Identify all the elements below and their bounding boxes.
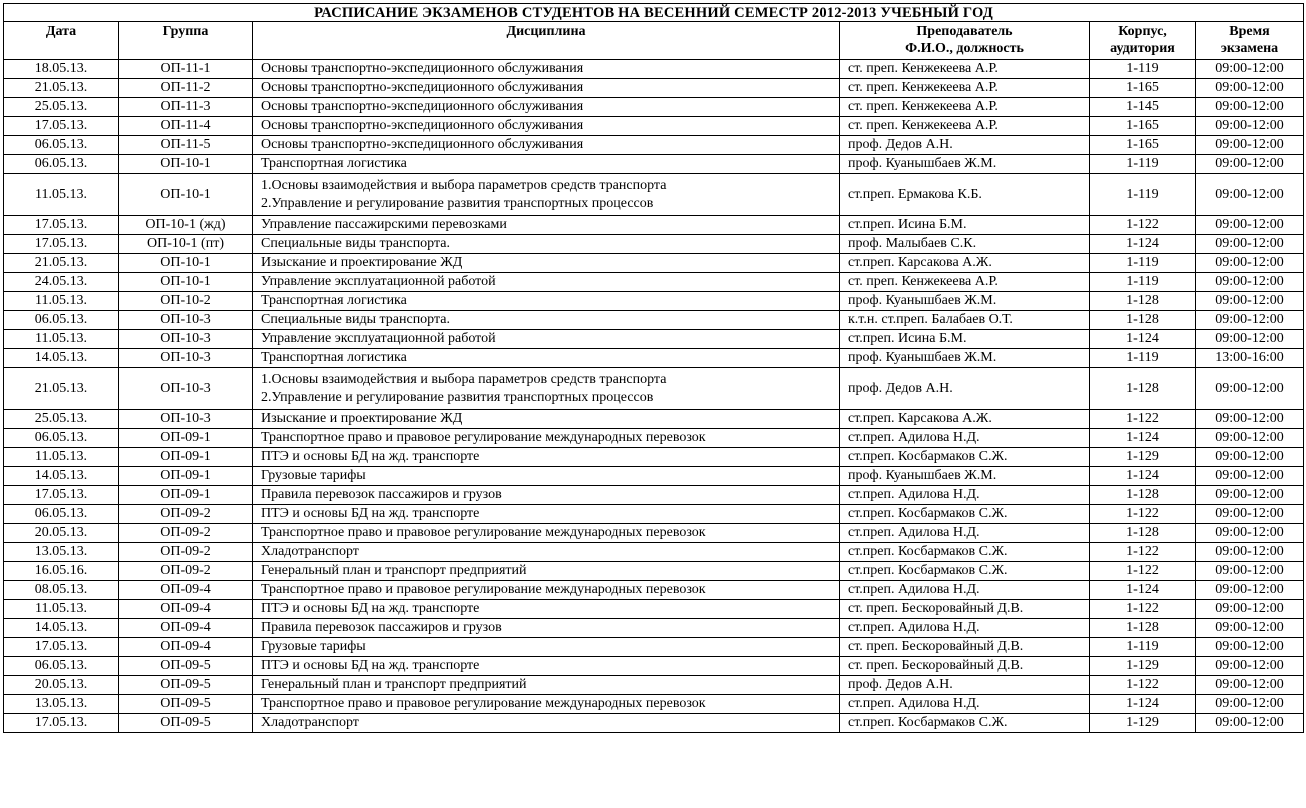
cell-teacher: ст.преп. Исина Б.М. [840, 216, 1090, 235]
cell-room: 1-119 [1090, 638, 1196, 657]
cell-discipline [253, 600, 840, 619]
cell-room: 1-128 [1090, 368, 1196, 410]
cell-time: 09:00-12:00 [1196, 695, 1304, 714]
discipline-line: 1.Основы взаимодействия и выбора параметров средств транспорта [261, 371, 667, 387]
cell-room: 1-128 [1090, 524, 1196, 543]
cell-date: 14.05.13. [4, 349, 119, 368]
header-teacher [840, 22, 1090, 60]
table-row [4, 311, 1304, 330]
cell-group: ОП-09-5 [119, 676, 253, 695]
cell-group: ОП-11-5 [119, 136, 253, 155]
discipline-line: Транспортное право и правовое регулирование международных перевозок [261, 582, 706, 597]
table-row [4, 695, 1304, 714]
cell-date: 18.05.13. [4, 60, 119, 79]
cell-time: 09:00-12:00 [1196, 216, 1304, 235]
cell-room: 1-128 [1090, 311, 1196, 330]
cell-date: 17.05.13. [4, 714, 119, 733]
cell-room: 1-129 [1090, 448, 1196, 467]
cell-group: ОП-10-1 [119, 273, 253, 292]
cell-room: 1-145 [1090, 98, 1196, 117]
cell-group: ОП-09-5 [119, 657, 253, 676]
table-row [4, 619, 1304, 638]
page-title: РАСПИСАНИЕ ЭКЗАМЕНОВ СТУДЕНТОВ НА ВЕСЕННИЙ СЕМЕСТР 2012-2013 УЧЕБНЫЙ ГОД [4, 4, 1304, 22]
table-row [4, 657, 1304, 676]
cell-discipline [253, 136, 840, 155]
cell-discipline [253, 155, 840, 174]
table-row [4, 486, 1304, 505]
cell-discipline [253, 368, 840, 410]
cell-discipline [253, 562, 840, 581]
cell-group: ОП-11-3 [119, 98, 253, 117]
discipline-line: Генеральный план и транспорт предприятий [261, 563, 527, 578]
cell-discipline [253, 174, 840, 216]
cell-group: ОП-09-4 [119, 581, 253, 600]
cell-room: 1-122 [1090, 216, 1196, 235]
table-row [4, 676, 1304, 695]
cell-group: ОП-10-3 [119, 330, 253, 349]
discipline-line: Правила перевозок пассажиров и грузов [261, 487, 502, 502]
cell-room: 1-129 [1090, 714, 1196, 733]
table-row [4, 714, 1304, 733]
cell-discipline [253, 330, 840, 349]
cell-time: 09:00-12:00 [1196, 235, 1304, 254]
discipline-line: Транспортная логистика [261, 350, 407, 365]
discipline-line: Изыскание и проектирование ЖД [261, 255, 463, 270]
cell-discipline [253, 695, 840, 714]
cell-group: ОП-09-4 [119, 619, 253, 638]
cell-teacher: ст. преп. Бескоровайный Д.В. [840, 638, 1090, 657]
cell-room: 1-119 [1090, 349, 1196, 368]
table-row [4, 467, 1304, 486]
header-row [4, 22, 1304, 60]
cell-teacher: проф. Куанышбаев Ж.М. [840, 467, 1090, 486]
cell-group: ОП-10-3 [119, 311, 253, 330]
discipline-line: Грузовые тарифы [261, 468, 366, 483]
cell-discipline [253, 311, 840, 330]
table-row [4, 155, 1304, 174]
cell-teacher: ст.преп. Карсакова А.Ж. [840, 254, 1090, 273]
discipline-line: Основы транспортно-экспедиционного обслуживания [261, 80, 584, 95]
table-row [4, 448, 1304, 467]
cell-discipline [253, 254, 840, 273]
cell-teacher: ст.преп. Адилова Н.Д. [840, 486, 1090, 505]
cell-teacher: ст.преп. Ермакова К.Б. [840, 174, 1090, 216]
cell-date: 13.05.13. [4, 543, 119, 562]
cell-room: 1-122 [1090, 410, 1196, 429]
discipline-line: Хладотранспорт [261, 715, 359, 730]
cell-time: 09:00-12:00 [1196, 448, 1304, 467]
cell-time: 09:00-12:00 [1196, 638, 1304, 657]
cell-discipline [253, 235, 840, 254]
cell-time: 09:00-12:00 [1196, 676, 1304, 695]
table-row [4, 273, 1304, 292]
cell-discipline [253, 60, 840, 79]
cell-room: 1-165 [1090, 79, 1196, 98]
cell-room: 1-122 [1090, 600, 1196, 619]
cell-room: 1-119 [1090, 273, 1196, 292]
table-row [4, 174, 1304, 216]
schedule-sheet [3, 3, 1303, 733]
cell-date: 14.05.13. [4, 467, 119, 486]
cell-date: 11.05.13. [4, 600, 119, 619]
cell-group: ОП-10-3 [119, 410, 253, 429]
table-row [4, 410, 1304, 429]
cell-time: 09:00-12:00 [1196, 543, 1304, 562]
cell-teacher: ст.преп. Адилова Н.Д. [840, 695, 1090, 714]
table-row [4, 136, 1304, 155]
cell-time: 09:00-12:00 [1196, 311, 1304, 330]
cell-group: ОП-10-3 [119, 349, 253, 368]
cell-date: 20.05.13. [4, 676, 119, 695]
table-row [4, 581, 1304, 600]
table-row [4, 216, 1304, 235]
cell-group: ОП-09-1 [119, 467, 253, 486]
discipline-line: ПТЭ и основы БД на жд. транспорте [261, 449, 480, 464]
table-row [4, 235, 1304, 254]
cell-group: ОП-10-1 [119, 254, 253, 273]
cell-time: 09:00-12:00 [1196, 562, 1304, 581]
cell-group: ОП-09-5 [119, 695, 253, 714]
header-teacher-line2: Ф.И.О., должность [905, 41, 1024, 56]
cell-discipline [253, 505, 840, 524]
header-room [1090, 22, 1196, 60]
cell-teacher: ст.преп. Косбармаков С.Ж. [840, 448, 1090, 467]
cell-time: 09:00-12:00 [1196, 60, 1304, 79]
cell-date: 24.05.13. [4, 273, 119, 292]
cell-group: ОП-09-4 [119, 600, 253, 619]
cell-room: 1-122 [1090, 505, 1196, 524]
header-time-line2: экзамена [1220, 41, 1279, 56]
cell-group: ОП-09-1 [119, 448, 253, 467]
cell-teacher: проф. Куанышбаев Ж.М. [840, 155, 1090, 174]
cell-group: ОП-09-5 [119, 714, 253, 733]
discipline-line: Транспортная логистика [261, 293, 407, 308]
cell-group: ОП-09-4 [119, 638, 253, 657]
cell-teacher: ст. преп. Кенжекеева А.Р. [840, 79, 1090, 98]
cell-teacher: ст.преп. Косбармаков С.Ж. [840, 562, 1090, 581]
cell-date: 25.05.13. [4, 98, 119, 117]
cell-teacher: проф. Малыбаев С.К. [840, 235, 1090, 254]
discipline-line: Основы транспортно-экспедиционного обслуживания [261, 61, 584, 76]
cell-group: ОП-09-2 [119, 505, 253, 524]
discipline-line: ПТЭ и основы БД на жд. транспорте [261, 658, 480, 673]
cell-date: 08.05.13. [4, 581, 119, 600]
cell-discipline [253, 619, 840, 638]
cell-group: ОП-11-4 [119, 117, 253, 136]
cell-time: 09:00-12:00 [1196, 368, 1304, 410]
cell-date: 21.05.13. [4, 79, 119, 98]
cell-group: ОП-10-1 [119, 155, 253, 174]
cell-teacher: ст.преп. Адилова Н.Д. [840, 524, 1090, 543]
discipline-line: Генеральный план и транспорт предприятий [261, 677, 527, 692]
cell-teacher: ст.преп. Адилова Н.Д. [840, 429, 1090, 448]
table-row [4, 254, 1304, 273]
cell-date: 16.05.16. [4, 562, 119, 581]
table-row [4, 600, 1304, 619]
cell-time: 09:00-12:00 [1196, 174, 1304, 216]
cell-time: 09:00-12:00 [1196, 254, 1304, 273]
cell-group: ОП-10-1 [119, 174, 253, 216]
cell-room: 1-124 [1090, 429, 1196, 448]
cell-room: 1-128 [1090, 619, 1196, 638]
discipline-line: Специальные виды транспорта. [261, 312, 450, 327]
discipline-line: Управление пассажирскими перевозками [261, 217, 507, 232]
discipline-line: Основы транспортно-экспедиционного обслуживания [261, 118, 584, 133]
cell-room: 1-165 [1090, 136, 1196, 155]
cell-room: 1-119 [1090, 60, 1196, 79]
cell-time: 09:00-12:00 [1196, 136, 1304, 155]
table-row [4, 505, 1304, 524]
discipline-line: Основы транспортно-экспедиционного обслуживания [261, 99, 584, 114]
discipline-line: Транспортное право и правовое регулирование международных перевозок [261, 430, 706, 445]
cell-group: ОП-10-1 (жд) [119, 216, 253, 235]
discipline-line: Изыскание и проектирование ЖД [261, 411, 463, 426]
cell-group: ОП-11-1 [119, 60, 253, 79]
cell-teacher: ст.преп. Адилова Н.Д. [840, 619, 1090, 638]
table-row [4, 98, 1304, 117]
cell-room: 1-119 [1090, 155, 1196, 174]
cell-discipline [253, 467, 840, 486]
cell-date: 17.05.13. [4, 638, 119, 657]
cell-date: 11.05.13. [4, 330, 119, 349]
schedule-body [4, 60, 1304, 733]
cell-room: 1-124 [1090, 695, 1196, 714]
discipline-line: Основы транспортно-экспедиционного обслуживания [261, 137, 584, 152]
cell-room: 1-122 [1090, 562, 1196, 581]
cell-date: 06.05.13. [4, 657, 119, 676]
cell-date: 21.05.13. [4, 254, 119, 273]
header-room-line2: аудитория [1110, 41, 1175, 56]
cell-discipline [253, 581, 840, 600]
cell-time: 09:00-12:00 [1196, 486, 1304, 505]
cell-time: 09:00-12:00 [1196, 79, 1304, 98]
cell-discipline [253, 524, 840, 543]
cell-date: 17.05.13. [4, 235, 119, 254]
cell-group: ОП-10-3 [119, 368, 253, 410]
cell-teacher: ст.преп. Карсакова А.Ж. [840, 410, 1090, 429]
cell-room: 1-122 [1090, 543, 1196, 562]
cell-teacher: ст.преп. Исина Б.М. [840, 330, 1090, 349]
cell-discipline [253, 543, 840, 562]
cell-teacher: к.т.н. ст.преп. Балабаев О.Т. [840, 311, 1090, 330]
cell-discipline [253, 448, 840, 467]
cell-teacher: проф. Куанышбаев Ж.М. [840, 349, 1090, 368]
cell-room: 1-128 [1090, 486, 1196, 505]
table-row [4, 543, 1304, 562]
cell-teacher: ст.преп. Косбармаков С.Ж. [840, 714, 1090, 733]
cell-date: 11.05.13. [4, 174, 119, 216]
cell-group: ОП-10-1 (пт) [119, 235, 253, 254]
cell-discipline [253, 429, 840, 448]
cell-date: 17.05.13. [4, 216, 119, 235]
cell-teacher: ст. преп. Кенжекеева А.Р. [840, 98, 1090, 117]
cell-time: 09:00-12:00 [1196, 600, 1304, 619]
discipline-line: Специальные виды транспорта. [261, 236, 450, 251]
header-discipline: Дисциплина [253, 22, 840, 60]
cell-time: 09:00-12:00 [1196, 467, 1304, 486]
cell-date: 11.05.13. [4, 292, 119, 311]
cell-date: 06.05.13. [4, 311, 119, 330]
cell-discipline [253, 410, 840, 429]
cell-teacher: ст. преп. Кенжекеева А.Р. [840, 273, 1090, 292]
discipline-line: Транспортное право и правовое регулирование международных перевозок [261, 525, 706, 540]
cell-teacher: проф. Дедов А.Н. [840, 368, 1090, 410]
discipline-line: Управление эксплуатационной работой [261, 274, 496, 289]
table-row [4, 292, 1304, 311]
discipline-line: Транспортная логистика [261, 156, 407, 171]
cell-teacher: проф. Дедов А.Н. [840, 136, 1090, 155]
cell-room: 1-124 [1090, 330, 1196, 349]
cell-discipline [253, 714, 840, 733]
cell-room: 1-124 [1090, 467, 1196, 486]
cell-room: 1-128 [1090, 292, 1196, 311]
table-row [4, 562, 1304, 581]
discipline-line: Управление эксплуатационной работой [261, 331, 496, 346]
discipline-line: Хладотранспорт [261, 544, 359, 559]
title-row [4, 4, 1304, 22]
cell-time: 09:00-12:00 [1196, 619, 1304, 638]
table-row [4, 638, 1304, 657]
cell-room: 1-165 [1090, 117, 1196, 136]
cell-teacher: ст. преп. Кенжекеева А.Р. [840, 60, 1090, 79]
discipline-line: 1.Основы взаимодействия и выбора параметров средств транспорта [261, 177, 667, 193]
cell-date: 06.05.13. [4, 155, 119, 174]
cell-time: 09:00-12:00 [1196, 117, 1304, 136]
cell-date: 11.05.13. [4, 448, 119, 467]
discipline-line: 2.Управление и регулирование развития транспортных процессов [261, 195, 654, 211]
cell-date: 17.05.13. [4, 117, 119, 136]
cell-group: ОП-09-2 [119, 543, 253, 562]
cell-discipline [253, 98, 840, 117]
table-row [4, 368, 1304, 410]
cell-group: ОП-09-1 [119, 486, 253, 505]
cell-time: 09:00-12:00 [1196, 429, 1304, 448]
header-room-line1: Корпус, [1118, 24, 1167, 39]
cell-room: 1-124 [1090, 581, 1196, 600]
cell-teacher: проф. Дедов А.Н. [840, 676, 1090, 695]
cell-date: 06.05.13. [4, 505, 119, 524]
cell-group: ОП-09-1 [119, 429, 253, 448]
cell-teacher: ст. преп. Кенжекеева А.Р. [840, 117, 1090, 136]
cell-date: 06.05.13. [4, 429, 119, 448]
cell-discipline [253, 486, 840, 505]
cell-date: 13.05.13. [4, 695, 119, 714]
cell-discipline [253, 676, 840, 695]
cell-time: 09:00-12:00 [1196, 330, 1304, 349]
discipline-line: Транспортное право и правовое регулирование международных перевозок [261, 696, 706, 711]
header-group: Группа [119, 22, 253, 60]
cell-time: 09:00-12:00 [1196, 410, 1304, 429]
cell-time: 09:00-12:00 [1196, 714, 1304, 733]
cell-discipline [253, 638, 840, 657]
exam-schedule-table [3, 3, 1304, 733]
cell-time: 09:00-12:00 [1196, 292, 1304, 311]
table-row [4, 330, 1304, 349]
header-time [1196, 22, 1304, 60]
cell-date: 20.05.13. [4, 524, 119, 543]
cell-discipline [253, 216, 840, 235]
cell-date: 17.05.13. [4, 486, 119, 505]
cell-discipline [253, 117, 840, 136]
cell-room: 1-119 [1090, 254, 1196, 273]
cell-date: 21.05.13. [4, 368, 119, 410]
table-row [4, 60, 1304, 79]
cell-discipline [253, 657, 840, 676]
cell-discipline [253, 273, 840, 292]
cell-discipline [253, 292, 840, 311]
cell-time: 09:00-12:00 [1196, 155, 1304, 174]
cell-teacher: ст. преп. Бескоровайный Д.В. [840, 600, 1090, 619]
cell-room: 1-129 [1090, 657, 1196, 676]
cell-room: 1-124 [1090, 235, 1196, 254]
cell-time: 09:00-12:00 [1196, 524, 1304, 543]
header-teacher-line1: Преподаватель [916, 24, 1013, 39]
cell-teacher: ст. преп. Бескоровайный Д.В. [840, 657, 1090, 676]
header-date: Дата [4, 22, 119, 60]
cell-room: 1-119 [1090, 174, 1196, 216]
cell-time: 09:00-12:00 [1196, 657, 1304, 676]
discipline-line: ПТЭ и основы БД на жд. транспорте [261, 601, 480, 616]
cell-time: 09:00-12:00 [1196, 98, 1304, 117]
cell-discipline [253, 79, 840, 98]
table-row [4, 117, 1304, 136]
cell-time: 09:00-12:00 [1196, 505, 1304, 524]
table-row [4, 429, 1304, 448]
cell-group: ОП-09-2 [119, 562, 253, 581]
cell-time: 13:00-16:00 [1196, 349, 1304, 368]
cell-date: 25.05.13. [4, 410, 119, 429]
discipline-line: Правила перевозок пассажиров и грузов [261, 620, 502, 635]
discipline-line: Грузовые тарифы [261, 639, 366, 654]
cell-time: 09:00-12:00 [1196, 581, 1304, 600]
discipline-line: ПТЭ и основы БД на жд. транспорте [261, 506, 480, 521]
cell-teacher: ст.преп. Косбармаков С.Ж. [840, 505, 1090, 524]
cell-teacher: ст.преп. Адилова Н.Д. [840, 581, 1090, 600]
cell-room: 1-122 [1090, 676, 1196, 695]
cell-time: 09:00-12:00 [1196, 273, 1304, 292]
cell-group: ОП-11-2 [119, 79, 253, 98]
discipline-line: 2.Управление и регулирование развития транспортных процессов [261, 389, 654, 405]
cell-teacher: проф. Куанышбаев Ж.М. [840, 292, 1090, 311]
cell-date: 14.05.13. [4, 619, 119, 638]
header-time-line1: Время [1229, 24, 1270, 39]
cell-date: 06.05.13. [4, 136, 119, 155]
cell-group: ОП-10-2 [119, 292, 253, 311]
cell-group: ОП-09-2 [119, 524, 253, 543]
table-row [4, 79, 1304, 98]
cell-teacher: ст.преп. Косбармаков С.Ж. [840, 543, 1090, 562]
table-row [4, 524, 1304, 543]
cell-discipline [253, 349, 840, 368]
table-row [4, 349, 1304, 368]
